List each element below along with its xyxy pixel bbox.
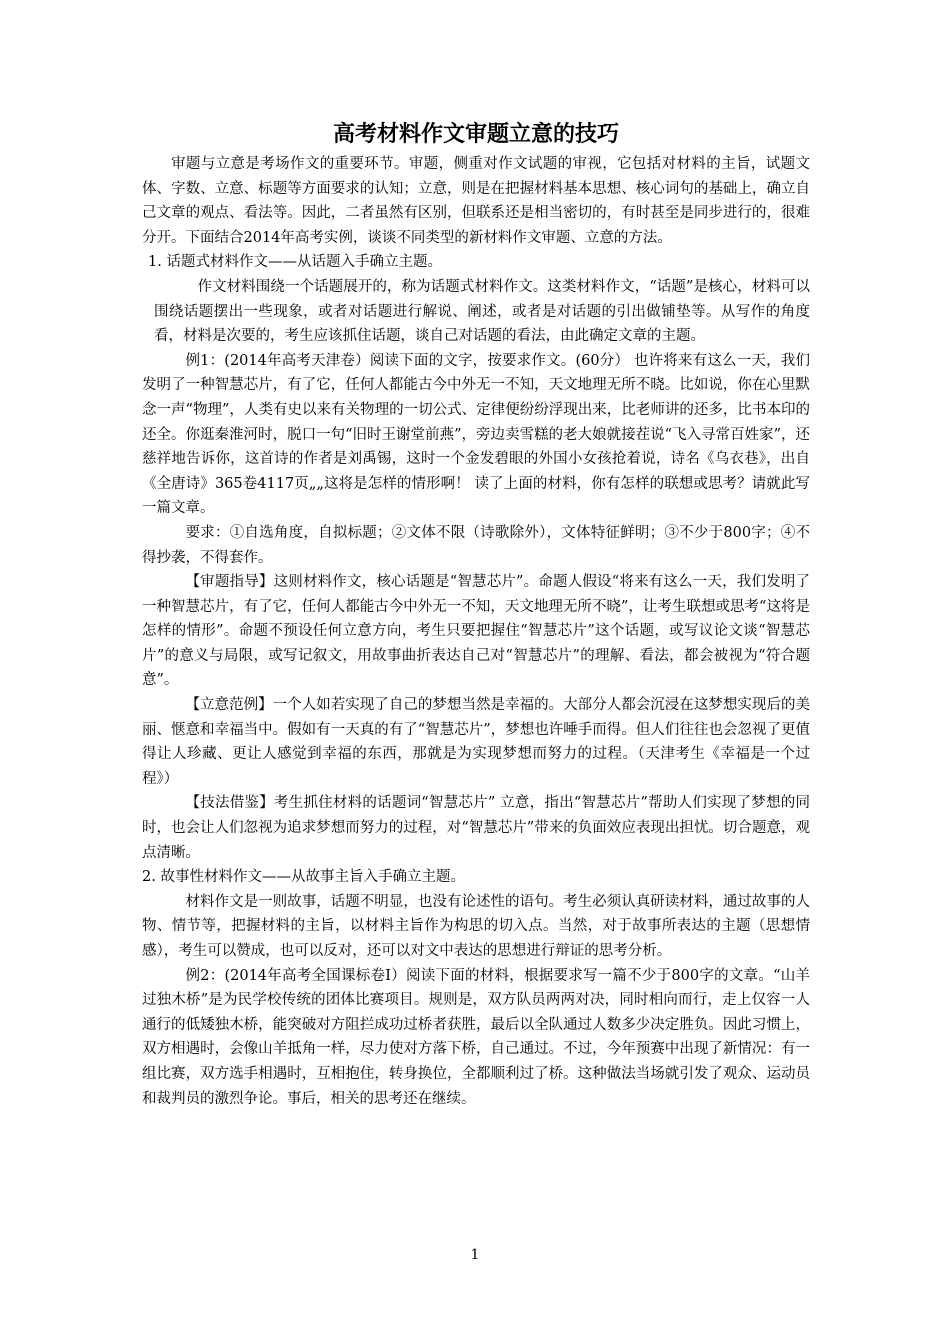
requirements-paragraph: 要求：①自选角度，自拟标题；②文体不限（诗歌除外），文体特征鲜明；③不少于800字；④不得抄袭，不得套作。 xyxy=(142,524,810,566)
sample-idea-paragraph: 【立意范例】一个人如若实现了自己的梦想当然是幸福的。大部分人都会沉浸在这梦想实现后的美丽、惬意和幸福当中。假如有一天真的有了“智慧芯片”，梦想也许唾手而得。但人们往往也会忽视了更值得让人珍藏、更让人感觉到幸福的东西，那就是为实现梦想而努力的过程。（天津考生《幸福是一个过程》） xyxy=(142,697,810,787)
intro-paragraph: 审题与立意是考场作文的重要环节。审题，侧重对作文试题的审视，它包括对材料的主旨，试题文体、字数、立意、标题等方面要求的认知；立意，则是在把握材料基本思想、核心词句的基础上，确立自己文章的观点、看法等。因此，二者虽然有区别，但联系还是相当密切的，有时甚至是同步进行的，很难分开。下面结合2014年高考实例，谈谈不同类型的新材料作文审题、立意的方法。 xyxy=(142,156,810,246)
document-body xyxy=(142,118,810,1111)
example-2-paragraph: 例2：(2014年高考全国课标卷Ⅰ）阅读下面的材料，根据要求写一篇不少于800字的文章。“山羊过独木桥”是为民学校传统的团体比赛项目。规则是，双方队员两两对决，同时相向而行，走上仅容一人通行的低矮独木桥，能突破对方阻拦成功过桥者获胜，最后以全队通过人数多少决定胜负。因此习惯上，双方相遇时，会像山羊抵角一样，尽力使对方落下桥，自己通过。不过，今年预赛中出现了新情况：有一组比赛，双方选手相遇时，互相抱住，转身换位，全都顺利过了桥。这种做法当场就引发了观众、运动员和裁判员的激烈争论。事后，相关的思考还在继续。 xyxy=(142,967,810,1107)
section-1-paragraph: 作文材料围绕一个话题展开的，称为话题式材料作文。这类材料作文，“话题”是核心，材料可以围绕话题摆出一些现象，或者对话题进行解说、阐述，或者是对话题的引出做铺垫等。从写作的角度看，材料是次要的，考生应该抓住话题，谈自己对话题的看法，由此确定文章的主题。 xyxy=(154,278,810,345)
example-1-paragraph: 例1：(2014年高考天津卷）阅读下面的文字，按要求作文。(60分） 也许将来有这么一天，我们发明了一种智慧芯片，有了它，任何人都能古今中外无一不知，天文地理无所不晓。比如说，你在心里默念一声“物理”，人类有史以来有关物理的一切公式、定律便纷纷浮现出来，比老师讲的还多，比书本印的还全。你逛秦淮河时，脱口一句“旧时王谢堂前燕”，旁边卖雪糕的老大娘就接茬说“飞入寻常百姓家”，还慈祥地告诉你，这首诗的作者是刘禹锡，这时一个金发碧眼的外国小女孩抢着说，诗名《乌衣巷》，出自《全唐诗》365卷4117页„„这将是怎样的情形啊！ 读了上面的材料，你有怎样的联想或思考？请就此写一篇文章。 xyxy=(142,352,810,517)
technique-paragraph: 【技法借鉴】考生抓住材料的话题词“智慧芯片” 立意，指出“智慧芯片”帮助人们实现了梦想的同时，也会让人们忽视为追求梦想而努力的过程，对“智慧芯片”带来的负面效应表现出担忧。切合题意，观点清晰。 xyxy=(142,795,810,861)
review-guide-paragraph: 【审题指导】这则材料作文，核心话题是“智慧芯片”。命题人假设“将来有这么一天，我们发明了一种智慧芯片，有了它，任何人都能古今中外无一不知，天文地理无所不晓”，让考生联想或思考“这将是怎样的情形”。命题不预设任何立意方向，考生只要把握住“智慧芯片”这个话题，或写议论文谈“智慧芯片”的意义与局限，或写记叙文，用故事曲折表达自己对“智慧芯片”的理解、看法，都会被视为“符合题意”。 xyxy=(142,574,810,689)
section-heading-1: 1. 话题式材料作文——从话题入手确立主题。 xyxy=(148,254,442,271)
page-number: 1 xyxy=(470,1247,480,1263)
section-2-paragraph: 材料作文是一则故事，话题不明显，也没有论述性的语句。考生必须认真研读材料，通过故事的人物、情节等，把握材料的主旨，以材料主旨作为构思的切入点。当然，对于故事所表达的主题（思想情感），考生可以赞成，也可以反对，还可以对文中表达的思想进行辩证的思考分析。 xyxy=(142,893,810,959)
document-title: 高考材料作文审题立意的技巧 xyxy=(332,121,619,147)
section-heading-2: 2. 故事性材料作文——从故事主旨入手确立主题。 xyxy=(142,869,465,886)
